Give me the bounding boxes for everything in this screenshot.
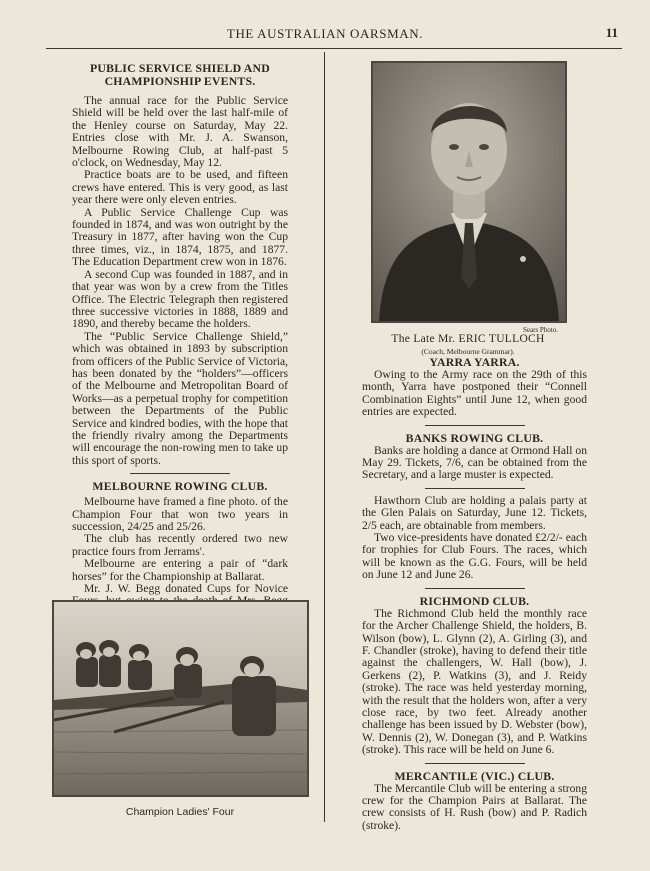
paragraph: Melbourne are entering a pair of “dark horses” for the Championship at Ballarat. [72,557,288,583]
section-separator [425,425,525,426]
paragraph: Two vice-presidents have donated £2/2/- each for trophies for Club Fours. The races, which will be known as the G.G. Fours, will be held on June 12 and June 26. [362,531,587,582]
paragraph: A Public Service Challenge Cup was founded in 1874, and was won outright by the Treasury in 1877, after having won the Cup three times, viz., in 1874, 1875, and 1877. The Education Department crew won in 1876. [72,205,288,269]
photo-credit: Sears Photo. [523,326,558,334]
section-title-mercantile: MERCANTILE (VIC.) CLUB. [394,768,555,783]
paragraph: The “Public Service Challenge Shield,” which was obtained in 1893 by subscription from officers of the Public Service of Victoria, has been donated by the “holders”—officers of the Melbourne and Metropolitan Board of Works—as a perpetual trophy for competition between the Departments of the Public Service and kindred bodies, with the hope that the friendly rivalry among the Departments will encourage the non-rowing men to take up this sport of sports. [72,329,288,467]
section-title-richmond: RICHMOND CLUB. [419,593,530,608]
paragraph: Banks are holding a dance at Ormond Hall on May 29. Tickets, 7/6, can be obtained from the Secretary, and a large muster is expected. [362,443,587,482]
left-column [72,62,288,620]
section-separator [425,588,525,589]
photo-caption-ladies-four: Champion Ladies' Four [125,806,235,818]
page-header [20,24,630,46]
section-separator [425,763,525,764]
rowing-crew-photo [52,600,309,797]
paragraph: The Mercantile Club will be entering a strong crew for the Champion Pairs at Ballarat. The crew consists of H. Rush (bow) and P. Radich (stroke). [362,781,587,832]
section-separator [425,488,525,489]
paragraph: Owing to the Army race on the 29th of this month, Yarra have postponed their “Connell Combination Eights” until June 12, when good entries are expected. [362,368,587,419]
paragraph: The Richmond Club held the monthly race for the Archer Challenge Shield, the holders, B. Wilson (bow), L. Glynn (2), A. Girling (3), and F. Chandler (stroke), having to defend their title against the challengers, W. Hall (bow), J. Gerkens (2), P. Watkins (3), and J. Reidy (stroke). The race was held yesterday morning, with the result that the holders won, after a very close race, by two feet. Already another challenge has been issued by D. Webster (bow), W. Dennis (2), W. Donegan (3), and P. Watkins (stroke). This race will be held on June 6. [362,606,587,757]
paragraph: The annual race for the Public Service Shield will be held over the last half-mile of the Henley course on Saturday, May 22. Entries close with Mr. J. A. Swanson, Melbourne Rowing Club, at half-past 5 o'clock, on Wednesday, May 12. [72,94,288,170]
section-title-banks: BANKS ROWING CLUB. [405,430,544,445]
paragraph: The club has recently ordered two new practice fours from Jerrams'. [72,532,288,558]
rowing-crew-illustration [54,602,307,795]
portrait-caption-sub: (Coach, Melbourne Grammar). [421,347,515,356]
paragraph: Practice boats are to be used, and fifteen crews have entered. This is very good, as last year there were only eleven entries. [72,168,288,207]
portrait-illustration [373,63,565,321]
running-title: THE AUSTRALIAN OARSMAN. [226,26,424,41]
portrait-caption: The Late Mr. ERIC TULLOCH [391,333,545,345]
section-title-public-service: PUBLIC SERVICE SHIELD AND CHAMPIONSHIP EVENTS. [90,61,270,88]
section-title-melbourne: MELBOURNE ROWING CLUB. [92,479,268,494]
section-title-yarra: YARRA YARRA. [429,355,520,369]
column-divider [324,52,325,822]
paragraph: Melbourne have framed a fine photo. of the Champion Four that won two years in succession, 24/25 and 25/26. [72,495,288,533]
header-rule [46,48,622,49]
right-column [362,356,587,832]
page-number: 11 [605,25,618,40]
section-separator [130,473,230,474]
paragraph: Mr. J. W. Begg donated Cups for Novice [84,582,288,596]
paragraph: A second Cup was founded in 1887, and in that year was won by a crew from the Titles Office. The Electric Telegraph then registered three successive victories in 1888, 1889 and 1890, and thereby became the holders. [72,267,288,331]
paragraph: Hawthorn Club are holding a palais party at the Glen Palais on Saturday, June 12. Tickets, 2/5 each, are obtainable from members. [362,493,587,532]
portrait-photo [371,61,567,323]
